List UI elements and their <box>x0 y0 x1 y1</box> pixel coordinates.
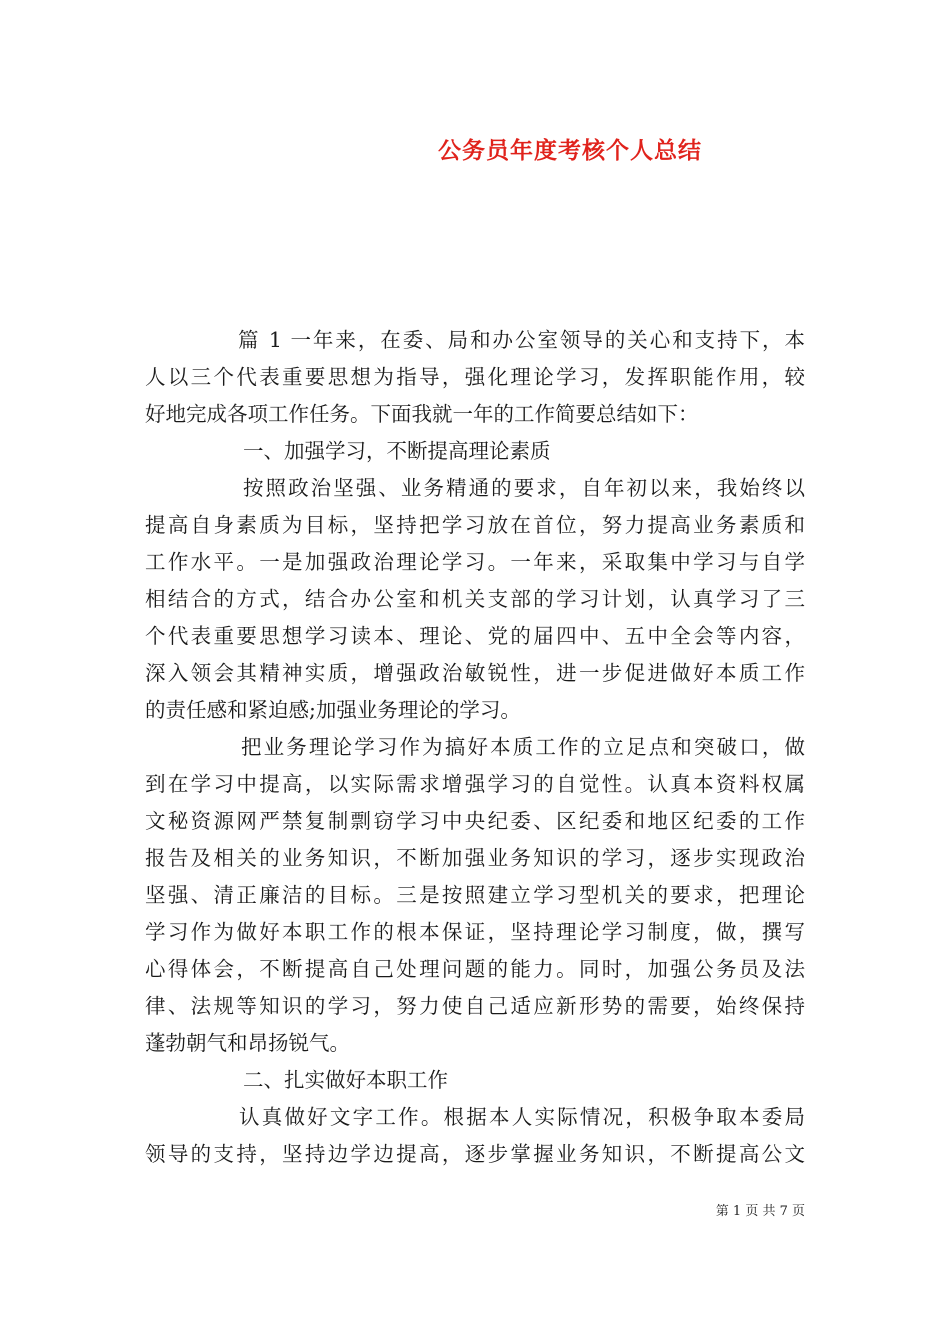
text-line: 工作水平。一是加强政治理论学习。一年来，采取集中学习与自学 <box>145 550 805 574</box>
text-line: 篇 1 一年来，在委、局和办公室领导的关心和支持下，本 <box>238 328 805 352</box>
text-line: 坚强、清正廉洁的目标。三是按照建立学习型机关的要求，把理论 <box>145 883 805 907</box>
text-line: 提高自身素质为目标，坚持把学习放在首位，努力提高业务素质和 <box>145 513 805 537</box>
text-line: 认真做好文字工作。根据本人实际情况，积极争取本委局 <box>239 1105 805 1129</box>
text-line: 人以三个代表重要思想为指导，强化理论学习，发挥职能作用，较 <box>145 365 805 389</box>
text-line: 报告及相关的业务知识，不断加强业务知识的学习，逐步实现政治 <box>145 846 805 870</box>
text-line: 相结合的方式，结合办公室和机关支部的学习计划，认真学习了三 <box>145 587 805 611</box>
document-title: 公务员年度考核个人总结 <box>438 137 702 164</box>
document-body <box>145 322 805 1173</box>
text-line: 按照政治坚强、业务精通的要求，自年初以来，我始终以 <box>243 476 805 500</box>
page-number: 第 1 页 共 7 页 <box>715 1204 805 1219</box>
text-line: 到在学习中提高，以实际需求增强学习的自觉性。认真本资料权属 <box>145 772 805 796</box>
text-line: 学习作为做好本职工作的根本保证，坚持理论学习制度，做，撰写 <box>145 920 805 944</box>
text-line: 蓬勃朝气和昂扬锐气。 <box>145 1031 350 1055</box>
text-line: 律、法规等知识的学习，努力使自己适应新形势的需要，始终保持 <box>145 994 805 1018</box>
text-line: 心得体会，不断提高自己处理问题的能力。同时，加强公务员及法 <box>145 957 805 981</box>
text-line: 好地完成各项工作任务。下面我就一年的工作简要总结如下： <box>145 402 699 426</box>
text-line: 二、扎实做好本职工作 <box>243 1068 448 1092</box>
text-line: 个代表重要思想学习读本、理论、党的届四中、五中全会等内容， <box>145 624 805 648</box>
text-line: 的责任感和紧迫感;加强业务理论的学习。 <box>145 698 521 722</box>
text-line: 文秘资源网严禁复制剽窃学习中央纪委、区纪委和地区纪委的工作 <box>145 809 805 833</box>
text-line: 把业务理论学习作为搞好本质工作的立足点和突破口，做 <box>241 735 805 759</box>
text-line: 深入领会其精神实质，增强政治敏锐性，进一步促进做好本质工作 <box>145 661 805 685</box>
text-line: 领导的支持，坚持边学边提高，逐步掌握业务知识，不断提高公文 <box>145 1142 805 1166</box>
text-line: 一、加强学习，不断提高理论素质 <box>243 439 551 463</box>
